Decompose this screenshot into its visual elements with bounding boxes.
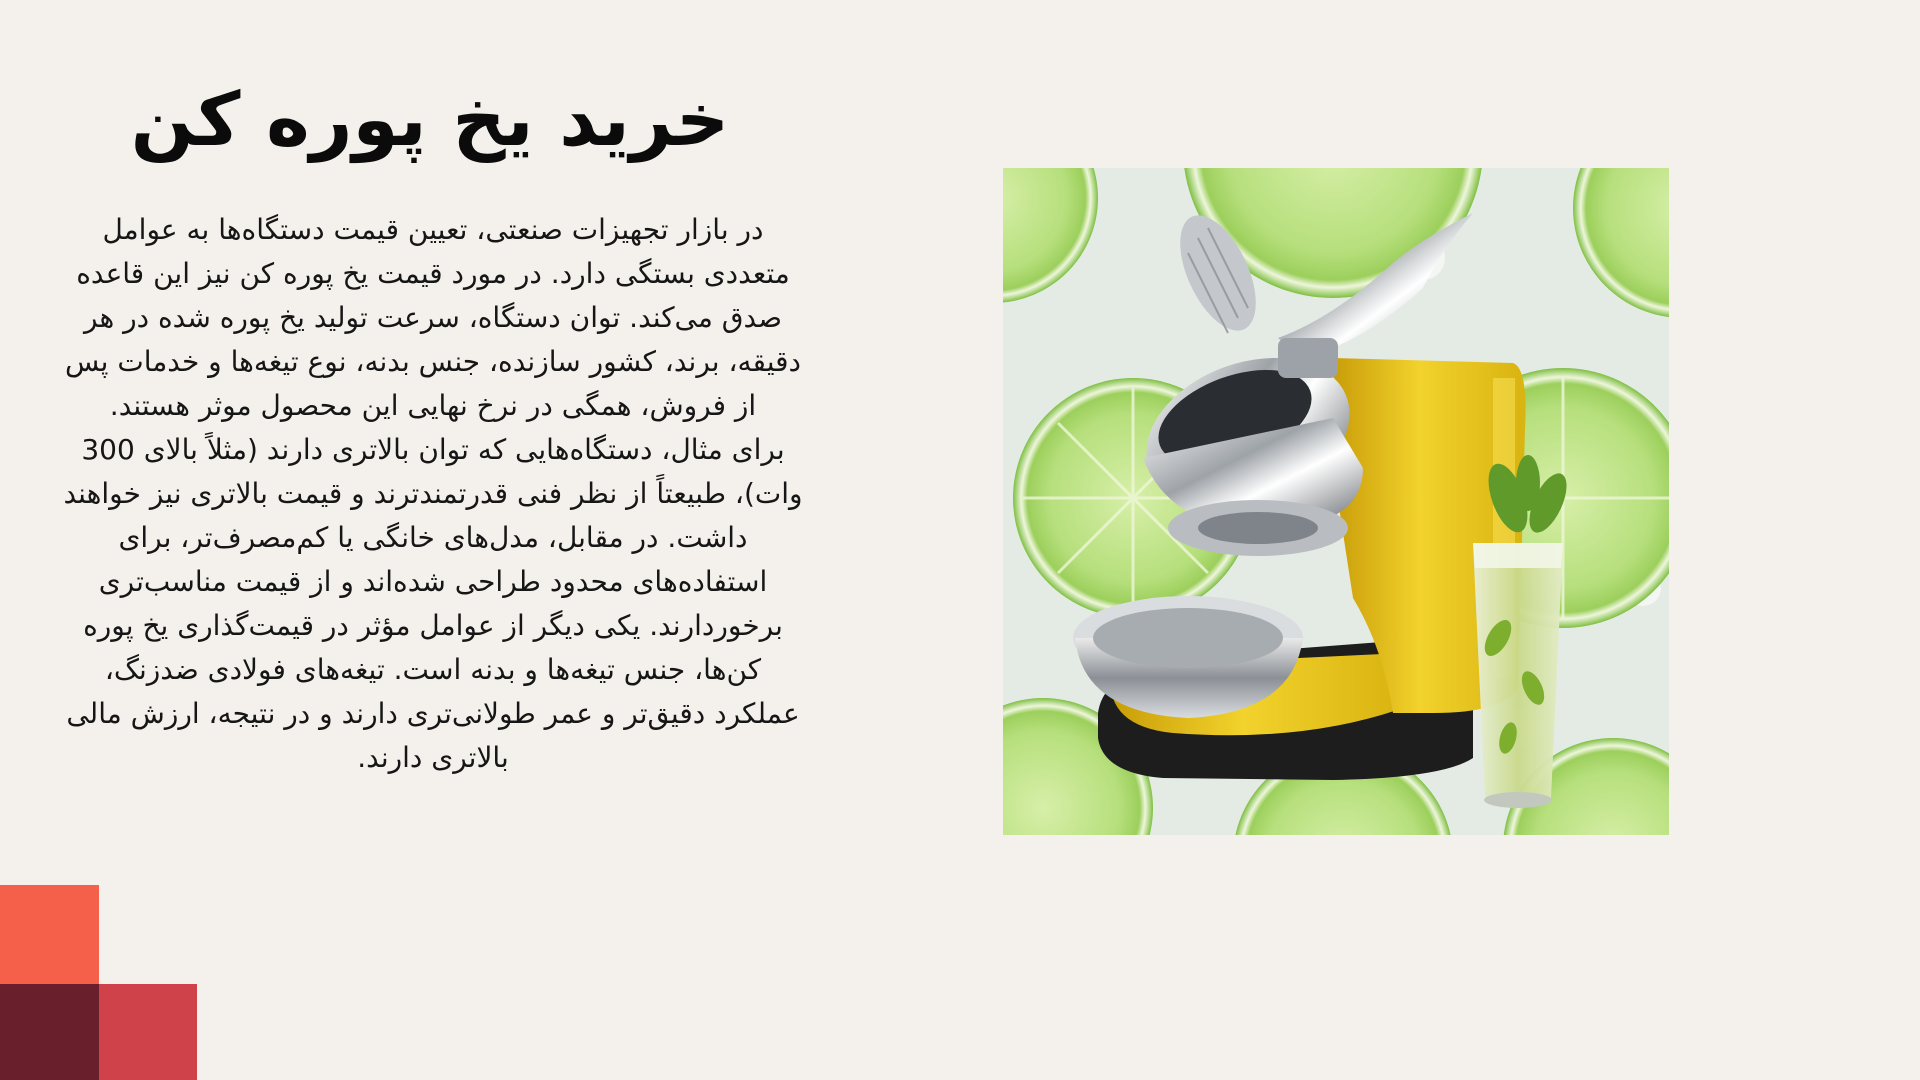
decor-square-coral [0, 885, 99, 984]
decor-square-maroon [0, 984, 99, 1080]
body-paragraph-1: در بازار تجهیزات صنعتی، تعیین قیمت دستگاه‌ها به عوامل متعددی بستگی دارد. در مورد قیمت یخ پوره کن نیز این قاعده صدق می‌کند. توان دستگاه، سرعت تولید یخ پوره شده در هر دقیقه، برند، کشور سازنده، جنس بدنه، نوع تیغه‌ها و خدمات پس از فروش، همگی در نرخ نهایی این محصول موثر هستند. [64, 213, 801, 422]
slide-title: خرید یخ پوره کن [130, 77, 730, 163]
body-paragraph-2: برای مثال، دستگاه‌هایی که توان بالاتری دارند (مثلاً بالای 300 وات)، طبیعتاً از نظر فنی قدرتمندترند و قیمت بالاتری نیز خواهند داشت. در مقابل، مدل‌های خانگی یا کم‌مصرف‌تر، برای استفاده‌های محدود طراحی شده‌اند و از قیمت مناسب‌تری برخوردارند. یکی دیگر از عوامل مؤثر در قیمت‌گذاری یخ پوره کن‌ها، جنس تیغه‌ها و بدنه است. تیغه‌های فولادی ضدزنگ، عملکرد دقیق‌تر و عمر طولانی‌تری دارند و در نتیجه، ارزش مالی بالاتری دارند. [63, 433, 803, 774]
slide-body [62, 208, 804, 780]
decor-square-red [99, 984, 197, 1080]
product-image [1003, 168, 1669, 835]
